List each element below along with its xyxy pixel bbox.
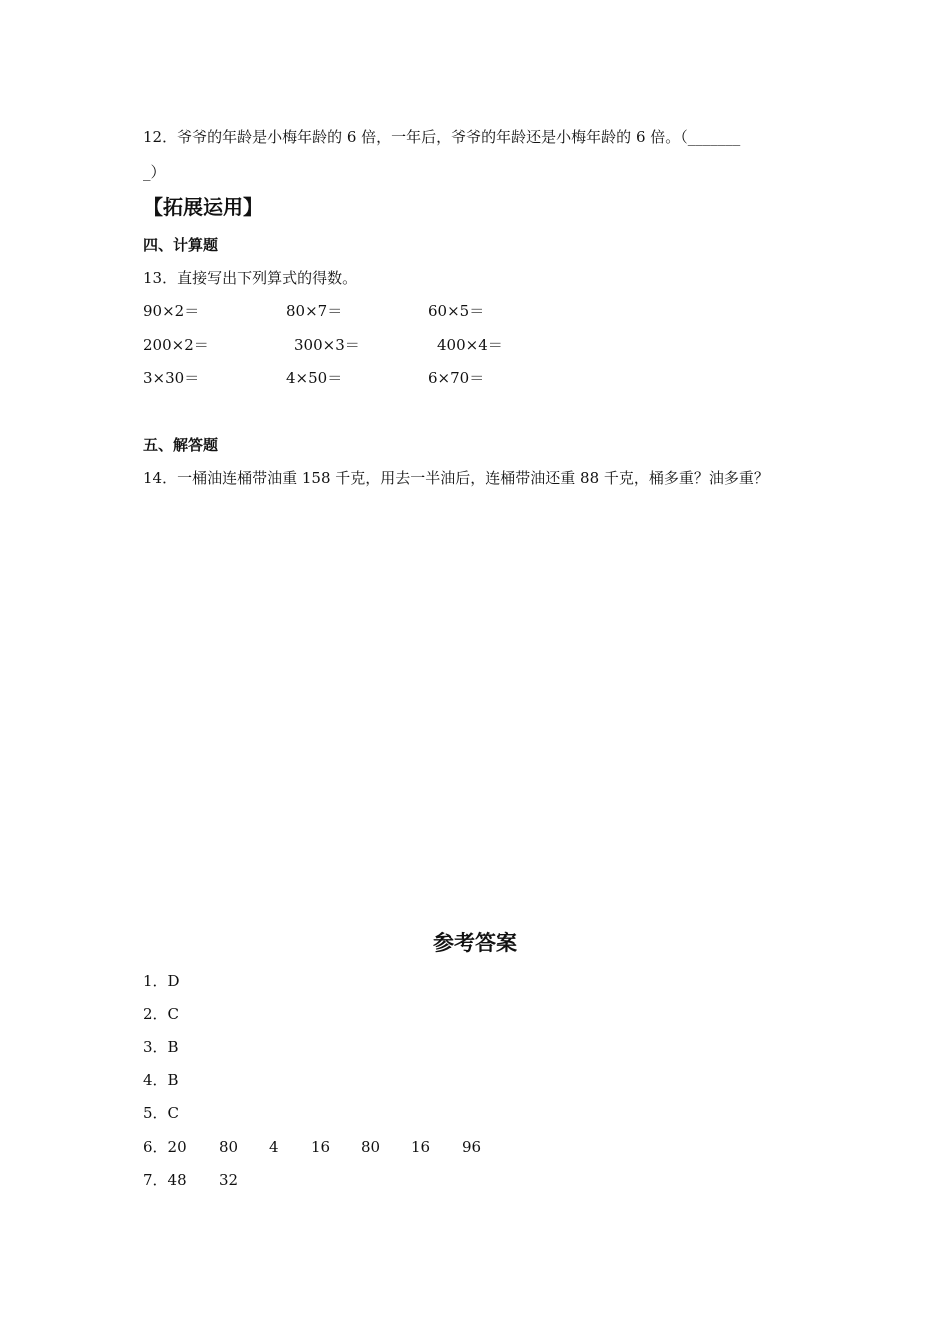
- question-13: 13．直接写出下列算式的得数。: [143, 269, 358, 287]
- question-12-line-2: _）: [143, 163, 166, 181]
- answer-item: 2．C: [143, 1005, 180, 1023]
- answer-6-value: 80: [361, 1138, 381, 1156]
- part-4-heading: 四、计算题: [143, 236, 219, 254]
- answer-6-value: 16: [311, 1138, 331, 1156]
- answer-6-value: 80: [219, 1138, 239, 1156]
- answer-6-value: 16: [411, 1138, 431, 1156]
- calc-item: 60×5＝: [428, 302, 485, 320]
- answer-item: 3．B: [143, 1038, 179, 1056]
- calc-item: 300×3＝: [294, 336, 360, 354]
- calc-item: 200×2＝: [143, 336, 209, 354]
- section-extend-heading: 【拓展运用】: [143, 195, 263, 219]
- part-5-heading: 五、解答题: [143, 436, 219, 454]
- calc-item: 90×2＝: [143, 302, 200, 320]
- calc-item: 3×30＝: [143, 369, 200, 387]
- calc-item: 6×70＝: [428, 369, 485, 387]
- answer-7-label: 7．48: [143, 1171, 187, 1189]
- answer-7-value: 32: [219, 1171, 239, 1189]
- question-14: 14．一桶油连桶带油重 158 千克，用去一半油后，连桶带油还重 88 千克，桶多重？油多重？: [143, 469, 769, 487]
- answer-6-label: 6．20: [143, 1138, 187, 1156]
- answer-6-value: 96: [462, 1138, 482, 1156]
- question-12-line-1: 12．爷爷的年龄是小梅年龄的 6 倍，一年后，爷爷的年龄还是小梅年龄的 6 倍。（_______: [143, 128, 741, 146]
- answer-item: 4．B: [143, 1071, 179, 1089]
- answer-6-value: 4: [269, 1138, 279, 1156]
- answer-item: 1．D: [143, 972, 180, 990]
- answer-item: 5．C: [143, 1104, 180, 1122]
- calc-item: 4×50＝: [286, 369, 343, 387]
- answers-title: 参考答案: [433, 931, 517, 955]
- calc-item: 80×7＝: [286, 302, 343, 320]
- calc-item: 400×4＝: [437, 336, 503, 354]
